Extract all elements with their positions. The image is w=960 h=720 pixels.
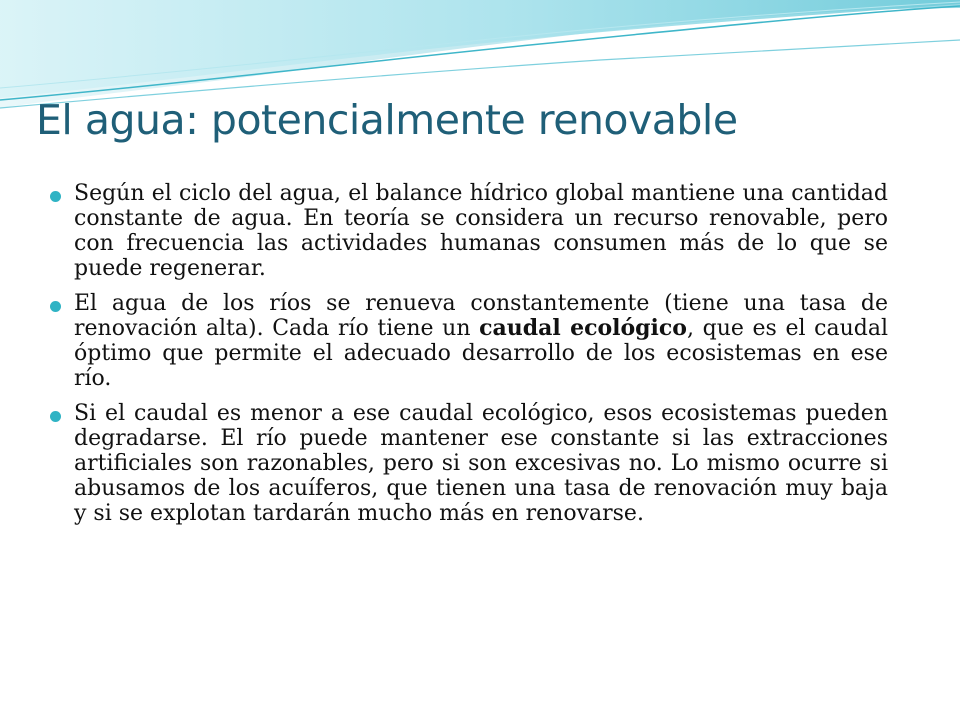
bullet-dot-icon <box>50 301 61 312</box>
bullet-text: Si el caudal es menor a ese caudal ecológico, esos ecosistemas pueden degradarse. El río puede mantener ese constante si las extracciones artificiales son razonables, pero si son excesivas no. Lo mismo ocurre si abusamos de los acuíferos, que tienen una tasa de renovación muy baja y si se explotan tardarán mucho más en renovarse. <box>74 401 888 526</box>
slide-title: El agua: potencialmente renovable <box>36 96 738 144</box>
bullet-item <box>50 291 888 391</box>
bullet-text-part: , que es el caudal óptimo que permite el adecuado desarrollo de los ecosistemas en ese río. <box>74 316 888 391</box>
bullet-item <box>50 401 888 526</box>
bullet-list <box>50 181 888 536</box>
bullet-text-part: El agua de los ríos se renueva constantemente (tiene una tasa de renovación alta). Cada río tiene un <box>74 291 888 341</box>
bullet-dot-icon <box>50 191 61 202</box>
bullet-text-bold: caudal ecológico <box>479 315 687 341</box>
bullet-text <box>74 291 888 391</box>
bullet-text: Según el ciclo del agua, el balance hídrico global mantiene una cantidad constante de agua. En teoría se considera un recurso renovable, pero con frecuencia las actividades humanas consumen más de lo que se puede regenerar. <box>74 181 888 281</box>
bullet-item <box>50 181 888 281</box>
bullet-dot-icon <box>50 411 61 422</box>
